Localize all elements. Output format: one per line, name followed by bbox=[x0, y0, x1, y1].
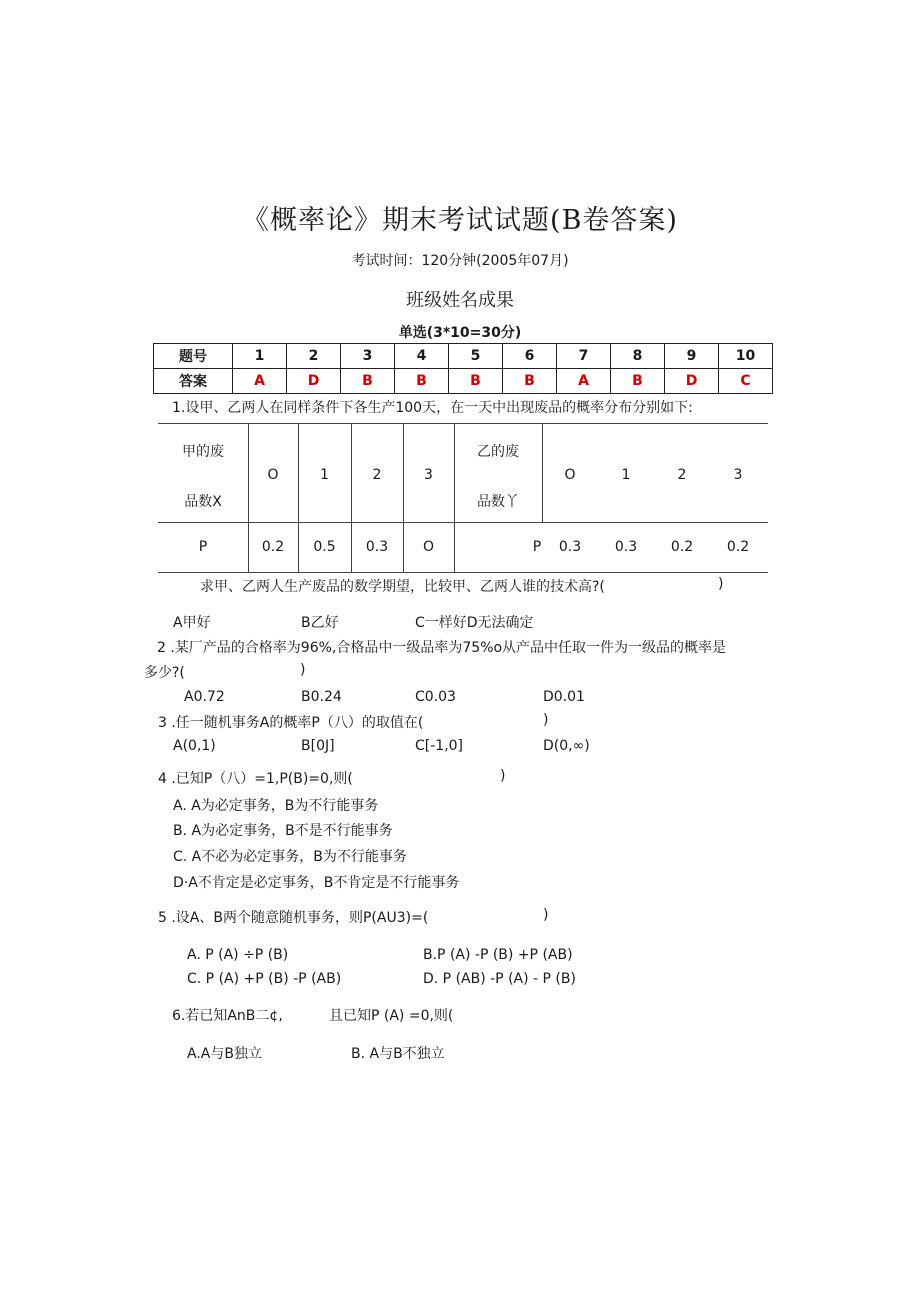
x-value: 2 bbox=[372, 467, 382, 483]
x-label-line2: 品数X bbox=[184, 494, 222, 510]
q6-option-b: B. A与B不独立 bbox=[351, 1046, 445, 1062]
question-number: 6 bbox=[503, 344, 557, 369]
class-name-score-row: 班级姓名成果 bbox=[406, 290, 514, 311]
row-label-number: 题号 bbox=[154, 344, 233, 369]
question-number: 4 bbox=[395, 344, 449, 369]
p-y-value: 0.3 bbox=[614, 539, 638, 555]
answer-key-table bbox=[153, 343, 773, 394]
p-x-value: O bbox=[422, 539, 435, 555]
p-y-value: 0.2 bbox=[670, 539, 694, 555]
q4-option-a: A. A为必定事务，B为不行能事务 bbox=[173, 798, 379, 814]
question-number: 5 bbox=[449, 344, 503, 369]
q3-option-b: B[0J] bbox=[301, 738, 335, 754]
y-value: 2 bbox=[677, 467, 687, 483]
question-number-row bbox=[154, 344, 773, 369]
rule-top bbox=[158, 423, 768, 424]
p-x-value: 0.2 bbox=[261, 539, 285, 555]
exam-time: 考试时间：120分钟(2005年07月) bbox=[351, 253, 569, 269]
q5-close-paren: ) bbox=[543, 907, 549, 923]
q1-option-cd: C一样好D无法确定 bbox=[415, 615, 534, 631]
q6-stem-b: 且已知P (A) =0,则( bbox=[329, 1008, 454, 1024]
answer-cell: B bbox=[611, 369, 665, 394]
q1-close-paren: ) bbox=[718, 576, 724, 592]
q2-option-d: D0.01 bbox=[543, 689, 585, 705]
y-label-line2: 品数丫 bbox=[477, 494, 519, 510]
answer-row bbox=[154, 369, 773, 394]
q3-stem: 3 .任一随机事务A的概率P（八）的取值在( bbox=[158, 715, 424, 731]
p-x-value: 0.5 bbox=[313, 539, 336, 555]
y-value: 3 bbox=[733, 467, 743, 483]
p-y-value: 0.3 bbox=[558, 539, 582, 555]
exam-title: 《概率论》期末考试试题(B卷答案) bbox=[242, 205, 678, 236]
question-number: 7 bbox=[557, 344, 611, 369]
section-heading: 单选(3*10=30分) bbox=[398, 325, 522, 341]
answer-cell: B bbox=[503, 369, 557, 394]
question-number: 2 bbox=[287, 344, 341, 369]
question-number: 10 bbox=[719, 344, 773, 369]
answer-cell: C bbox=[719, 369, 773, 394]
answer-cell: D bbox=[665, 369, 719, 394]
rule-bottom bbox=[158, 572, 768, 573]
question-number: 9 bbox=[665, 344, 719, 369]
answer-cell: B bbox=[395, 369, 449, 394]
q5-option-b: B.P (A) -P (B) +P (AB) bbox=[423, 947, 573, 963]
q6-option-a: A.A与B独立 bbox=[187, 1046, 262, 1062]
question-number: 8 bbox=[611, 344, 665, 369]
p-label-y: P bbox=[532, 539, 542, 555]
q5-stem: 5 .设A、B两个随意随机事务，则P(AU3)=( bbox=[158, 910, 429, 926]
q5-option-c: C. P (A) +P (B) -P (AB) bbox=[187, 971, 342, 987]
x-value: O bbox=[267, 467, 279, 483]
q2-stem-line1: 2 .某厂产品的合格率为96%,合格品中一级品率为75%o从产品中任取一件为一级品的概率是 bbox=[157, 640, 727, 656]
q4-stem: 4 .已知P（八）=1,P(B)=0,则( bbox=[158, 771, 353, 787]
q3-option-c: C[-1,0] bbox=[415, 738, 464, 754]
q1-stem: 1.设甲、乙两人在同样条件下各生产100天，在一天中出现废品的概率分布分别如下: bbox=[172, 400, 693, 416]
q2-option-a: A0.72 bbox=[184, 689, 225, 705]
p-y-value: 0.2 bbox=[726, 539, 750, 555]
q2-option-b: B0.24 bbox=[301, 689, 342, 705]
x-value: 1 bbox=[320, 467, 329, 483]
question-number: 1 bbox=[233, 344, 287, 369]
answer-cell: A bbox=[233, 369, 287, 394]
q1-option-b: B乙好 bbox=[301, 615, 339, 631]
row-label-answer: 答案 bbox=[154, 369, 233, 394]
p-x-value: 0.3 bbox=[365, 539, 389, 555]
q2-option-c: C0.03 bbox=[415, 689, 456, 705]
q3-close-paren: ) bbox=[543, 712, 549, 728]
distribution-table bbox=[158, 423, 768, 573]
answer-cell: B bbox=[341, 369, 395, 394]
q1-option-a: A甲好 bbox=[173, 615, 211, 631]
question-number: 3 bbox=[341, 344, 395, 369]
q6-stem-a: 6.若已知AnB二¢, bbox=[172, 1008, 283, 1024]
q4-option-d: D·A不肯定是必定事务，B不肯定是不行能事务 bbox=[173, 875, 460, 891]
q5-option-d: D. P (AB) -P (A) - P (B) bbox=[423, 971, 576, 987]
q4-close-paren: ) bbox=[500, 768, 506, 784]
y-label-line1: 乙的废 bbox=[477, 444, 519, 460]
y-value: O bbox=[564, 467, 576, 483]
q2-close-paren: ) bbox=[300, 662, 306, 678]
q5-option-a: A. P (A) ÷P (B) bbox=[187, 947, 289, 963]
q2-stem-line2: 多少?( bbox=[144, 665, 185, 681]
q4-option-c: C. A不必为必定事务，B为不行能事务 bbox=[173, 849, 407, 865]
y-value: 1 bbox=[621, 467, 631, 483]
x-label-line1: 甲的废 bbox=[182, 444, 224, 460]
q3-option-a: A(0,1) bbox=[173, 738, 216, 754]
q4-option-b: B. A为必定事务，B不是不行能事务 bbox=[173, 823, 393, 839]
rule-middle bbox=[158, 522, 768, 523]
answer-cell: A bbox=[557, 369, 611, 394]
q3-option-d: D(0,∞) bbox=[543, 738, 590, 754]
answer-cell: D bbox=[287, 369, 341, 394]
q1-question: 求甲、乙两人生产废品的数学期望，比较甲、乙两人谁的技术高?( bbox=[200, 579, 605, 595]
answer-cell: B bbox=[449, 369, 503, 394]
p-label: P bbox=[198, 539, 208, 555]
x-value: 3 bbox=[424, 467, 433, 483]
